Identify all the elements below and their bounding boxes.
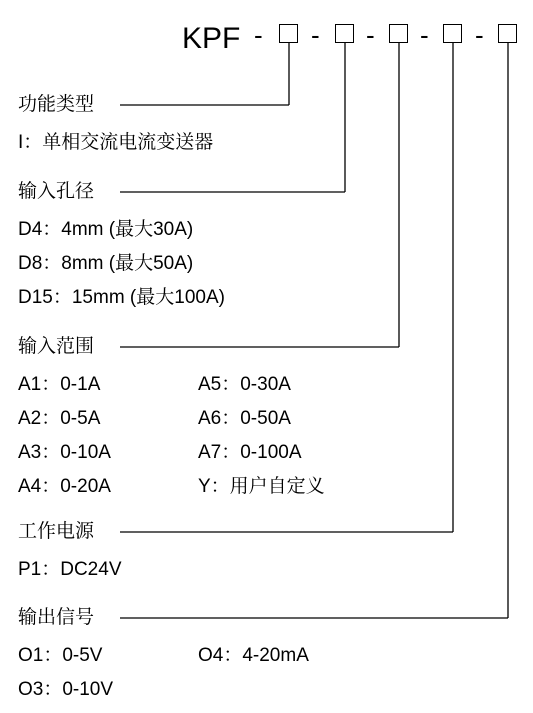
option-range: A2：0-5A [18, 408, 101, 429]
option-range: A4：0-20A [18, 476, 111, 497]
code-box-power [443, 24, 462, 43]
model-prefix: KPF [182, 22, 241, 55]
code-box-range [389, 24, 408, 43]
section-title-aperture: 输入孔径 [18, 181, 95, 202]
section-title-range: 输入范围 [18, 336, 95, 357]
option-power: P1：DC24V [18, 559, 122, 580]
option-range: A1：0-1A [18, 374, 101, 395]
option-range: A6：0-50A [198, 408, 291, 429]
code-separator: - [311, 20, 320, 50]
code-separator: - [475, 20, 484, 50]
option-range: Y：用户自定义 [198, 476, 325, 497]
option-aperture: D4：4mm (最大30A) [18, 219, 194, 240]
code-box-output [498, 24, 517, 43]
option-output: O3：0-10V [18, 679, 114, 700]
option-range: A5：0-30A [198, 374, 291, 395]
option-range: A3：0-10A [18, 442, 111, 463]
option-output: O4：4-20mA [198, 645, 309, 666]
code-separator: - [254, 20, 263, 50]
code-box-aperture [335, 24, 354, 43]
option-aperture: D15：15mm (最大100A) [18, 287, 225, 308]
section-title-function: 功能类型 [18, 94, 95, 115]
section-title-power: 工作电源 [18, 521, 95, 542]
code-separator: - [366, 20, 375, 50]
code-box-function [279, 24, 298, 43]
option-output: O1：0-5V [18, 645, 103, 666]
option-range: A7：0-100A [198, 442, 302, 463]
option-function: I：单相交流电流变送器 [18, 132, 214, 153]
section-title-output: 输出信号 [18, 607, 95, 628]
option-aperture: D8：8mm (最大50A) [18, 253, 194, 274]
code-separator: - [420, 20, 429, 50]
